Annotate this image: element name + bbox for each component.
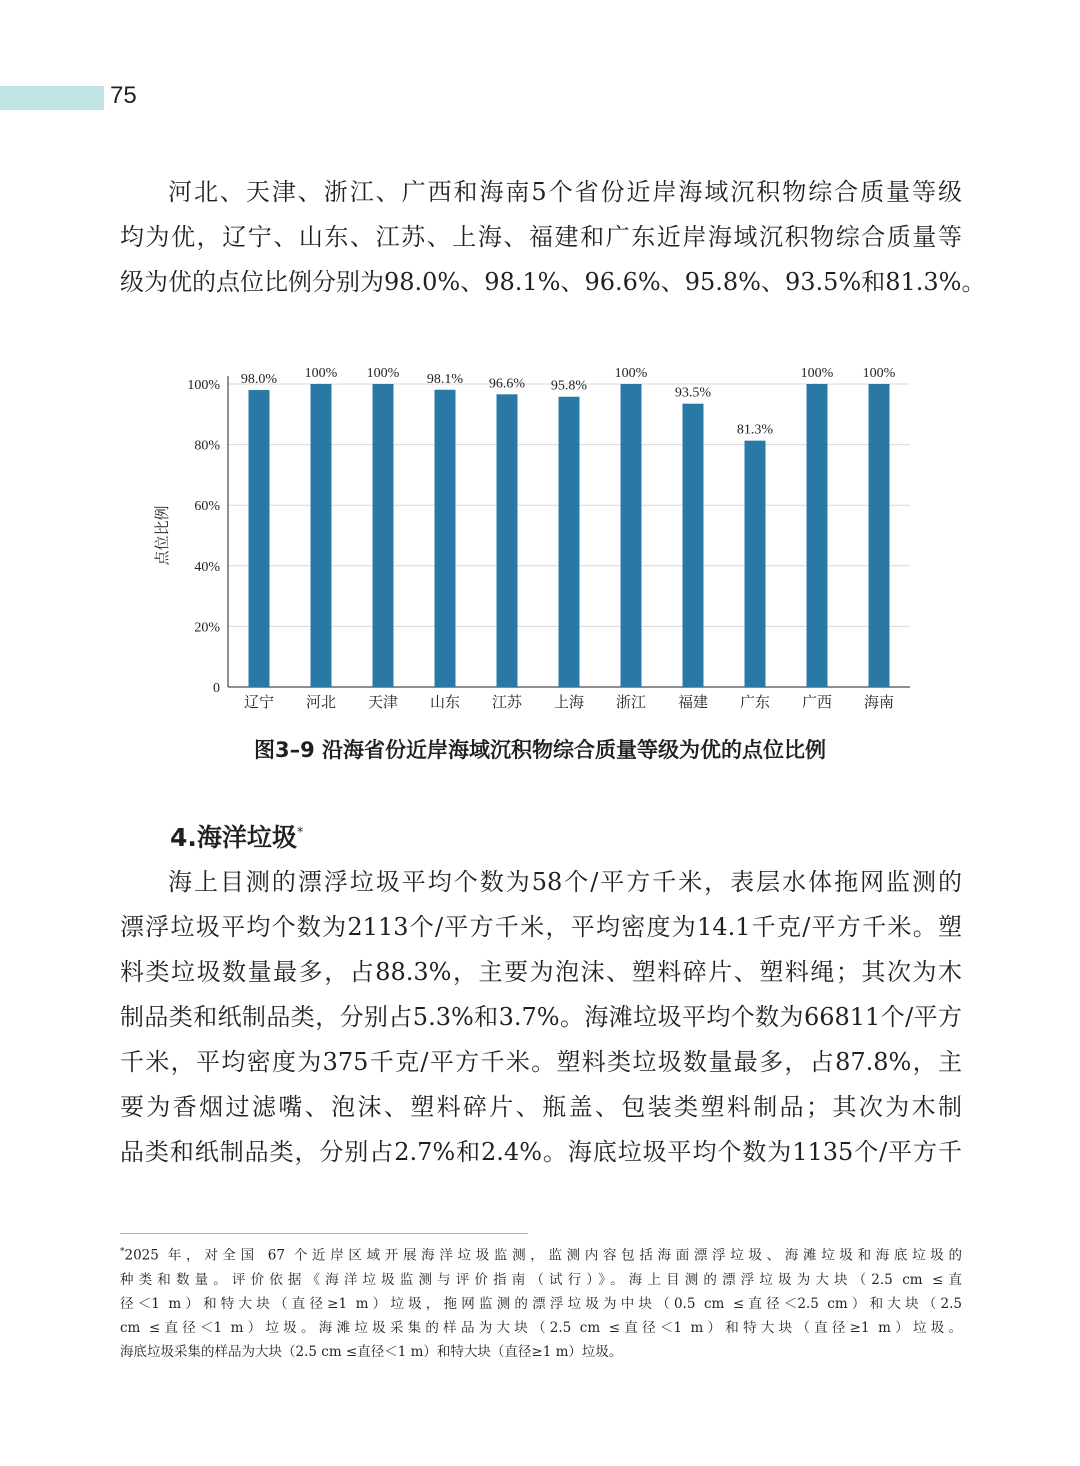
data-label: 100% bbox=[614, 366, 648, 381]
x-tick-label: 天津 bbox=[367, 695, 399, 711]
section-title-text: 4.海洋垃圾 bbox=[170, 823, 297, 852]
bar bbox=[373, 384, 394, 687]
bar bbox=[311, 384, 332, 687]
bar bbox=[869, 384, 890, 687]
y-tick-label: 60% bbox=[194, 499, 220, 515]
bar bbox=[249, 390, 270, 687]
footnote-marker: * bbox=[296, 825, 304, 841]
page-tab-marker bbox=[0, 86, 104, 110]
footnote-line: 海底垃圾采集的样品为大块（2.5 cm ≤直径＜1 m）和特大块（直径≥1 m）垃圾。 bbox=[120, 1343, 623, 1360]
footnote-line: cm ≤直径＜1 m）垃圾。海滩垃圾采集的样品为大块（2.5 cm ≤直径＜1 m）和特大块（直径≥1 m）垃圾。 bbox=[120, 1319, 962, 1336]
x-tick-label: 广东 bbox=[739, 695, 771, 711]
footnote-line: 径＜1 m）和特大块（直径≥1 m）垃圾，拖网监测的漂浮垃圾为中块（0.5 cm ≤直径＜2.5 cm）和大块（2.5 bbox=[120, 1295, 962, 1312]
bar bbox=[807, 384, 828, 687]
y-tick-label: 100% bbox=[187, 378, 220, 393]
data-label: 93.5% bbox=[674, 385, 712, 401]
section-paragraph bbox=[120, 860, 962, 1175]
x-tick-label: 河北 bbox=[305, 695, 337, 711]
footnote-line: 2025 年，对全国 67 个近岸区域开展海洋垃圾监测，监测内容包括海面漂浮垃圾、海滩垃圾和海底垃圾的 bbox=[124, 1247, 962, 1264]
bar bbox=[497, 394, 518, 687]
section-title bbox=[170, 818, 303, 854]
data-label: 96.6% bbox=[488, 376, 526, 392]
bar-chart bbox=[140, 352, 920, 722]
data-label: 98.0% bbox=[240, 372, 278, 388]
y-tick-label: 0 bbox=[213, 681, 220, 696]
paragraph-line: 料类垃圾数量最多，占88.3%，主要为泡沫、塑料碎片、塑料绳；其次为木 bbox=[120, 958, 962, 986]
x-tick-label: 广西 bbox=[801, 695, 833, 711]
footnote bbox=[120, 1240, 962, 1364]
x-tick-label: 江苏 bbox=[491, 695, 523, 711]
bar bbox=[559, 397, 580, 687]
intro-paragraph bbox=[120, 170, 986, 305]
data-label: 100% bbox=[304, 366, 338, 381]
y-axis-label: 点位比例 bbox=[155, 505, 171, 566]
data-label: 100% bbox=[366, 366, 400, 381]
data-label: 95.8% bbox=[550, 378, 588, 394]
paragraph-line: 千米，平均密度为375千克/平方千米。塑料类垃圾数量最多，占87.8%，主 bbox=[120, 1048, 962, 1076]
x-tick-label: 上海 bbox=[553, 695, 585, 711]
paragraph-line: 海上目测的漂浮垃圾平均个数为58个/平方千米，表层水体拖网监测的 bbox=[168, 868, 962, 896]
figure-caption: 图3–9 沿海省份近岸海域沉积物综合质量等级为优的点位比例 bbox=[253, 738, 827, 762]
y-tick-label: 40% bbox=[194, 559, 220, 575]
x-tick-label: 山东 bbox=[429, 695, 461, 711]
x-tick-label: 辽宁 bbox=[243, 695, 275, 711]
paragraph-line: 河北、天津、浙江、广西和海南5个省份近岸海域沉积物综合质量等级 bbox=[168, 178, 962, 206]
bar bbox=[435, 390, 456, 687]
paragraph-line: 漂浮垃圾平均个数为2113个/平方千米，平均密度为14.1千克/平方千米。塑 bbox=[120, 913, 962, 941]
footnote-marker: * bbox=[120, 1247, 125, 1257]
bar bbox=[745, 441, 766, 687]
footnote-line: 种类和数量。评价依据《海洋垃圾监测与评价指南（试行）》。海上目测的漂浮垃圾为大块（2.5 cm ≤直 bbox=[120, 1271, 962, 1288]
paragraph-line: 均为优，辽宁、山东、江苏、上海、福建和广东近岸海域沉积物综合质量等 bbox=[120, 223, 962, 251]
page-number: 75 bbox=[110, 82, 137, 109]
bar bbox=[683, 404, 704, 687]
data-label: 98.1% bbox=[426, 371, 464, 387]
x-tick-label: 浙江 bbox=[615, 695, 647, 711]
y-tick-label: 80% bbox=[194, 438, 220, 454]
bar bbox=[621, 384, 642, 687]
paragraph-line: 品类和纸制品类，分别占2.7%和2.4%。海底垃圾平均个数为1135个/平方千 bbox=[120, 1138, 962, 1166]
data-label: 100% bbox=[800, 366, 834, 381]
paragraph-line: 级为优的点位比例分别为98.0%、98.1%、96.6%、95.8%、93.5%和81.3%。 bbox=[120, 268, 986, 296]
paragraph-line: 要为香烟过滤嘴、泡沫、塑料碎片、瓶盖、包装类塑料制品；其次为木制 bbox=[120, 1093, 962, 1121]
data-label: 81.3% bbox=[736, 422, 774, 438]
paragraph-line: 制品类和纸制品类，分别占5.3%和3.7%。海滩垃圾平均个数为66811个/平方 bbox=[120, 1003, 962, 1031]
x-tick-label: 福建 bbox=[677, 695, 709, 711]
data-label: 100% bbox=[862, 366, 896, 381]
x-tick-label: 海南 bbox=[863, 695, 895, 711]
footnote-divider bbox=[120, 1233, 528, 1234]
y-tick-label: 20% bbox=[194, 620, 220, 636]
